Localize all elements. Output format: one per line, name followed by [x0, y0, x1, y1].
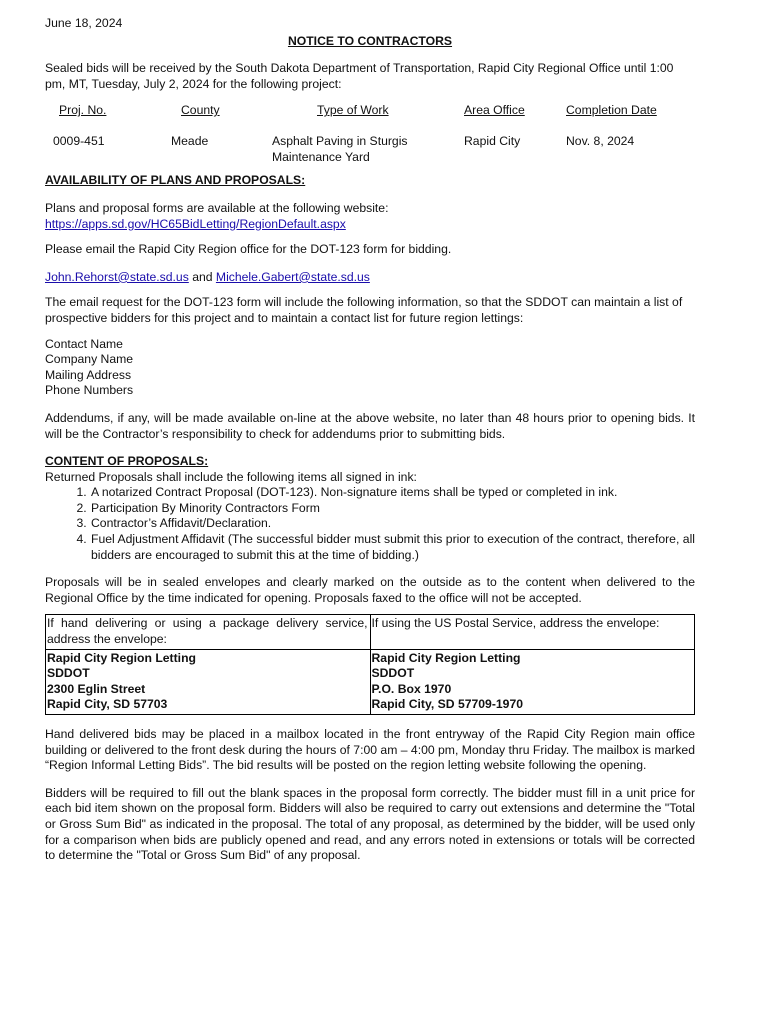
proposal-items-list — [45, 485, 695, 563]
info-item: Company Name — [45, 352, 134, 367]
email-link-gabert[interactable]: Michele.Gabert@state.sd.us — [215, 269, 370, 284]
header-type-of-work: Type of Work — [317, 103, 389, 118]
postal-instructions: If using the US Postal Service, address the envelope: — [370, 615, 695, 649]
availability-heading: AVAILABILITY OF PLANS AND PROPOSALS: — [45, 173, 306, 188]
intro-paragraph: Sealed bids will be received by the South Dakota Department of Transportation, Rapid City Regional Office until 1:00 pm, MT, Tuesday, July 2, 2024 for the following project: — [45, 61, 674, 91]
info-item: Mailing Address — [45, 367, 132, 382]
email-link-rehorst[interactable]: John.Rehorst@state.sd.us — [45, 269, 189, 284]
hand-delivered-paragraph: Hand delivered bids may be placed in a mailbox located in the front entryway of the Rapid City Region main office building or delivered to the front desk during the hours of 7:00 am – 4:00 pm, Monday thru Friday. The mailbox is marked “Region Informal Letting Bids”. The bid results will be posted on the region letting website following the opening. — [45, 727, 695, 773]
project-table — [45, 103, 695, 173]
list-item: 1. A notarized Contract Proposal (DOT-123). Non-signature items shall be typed or completed in ink. — [90, 485, 695, 501]
info-paragraph: The email request for the DOT-123 form will include the following information, so that the SDDOT can maintain a list of prospective bidders for this project and to maintain a contact list for future region lettings: — [45, 295, 683, 325]
list-item: 3. Contractor’s Affidavit/Declaration. — [90, 516, 695, 532]
list-item: 2. Participation By Minority Contractors Form — [90, 501, 695, 517]
website-link[interactable]: https://apps.sd.gov/HC65BidLetting/RegionDefault.aspx — [45, 216, 346, 231]
header-county: County — [181, 103, 220, 118]
notice-date: June 18, 2024 — [45, 16, 123, 30]
completion-date-value: Nov. 8, 2024 — [566, 134, 635, 149]
type-of-work-value — [272, 134, 408, 165]
type-of-work-line2: Maintenance Yard — [272, 149, 370, 164]
address-line: Rapid City Region Letting — [47, 650, 196, 665]
addendums-paragraph: Addendums, if any, will be made available on-line at the above website, no later than 48 hours prior to opening bids. It will be the Contractor’s responsibility to check for addendums prior to submitting bids. — [45, 410, 695, 441]
proj-no-value: 0009-451 — [53, 134, 105, 149]
address-line: P.O. Box 1970 — [371, 681, 452, 696]
document-page — [45, 16, 695, 864]
sealed-envelopes-paragraph: Proposals will be in sealed envelopes and clearly marked on the outside as to the content when delivered to the Regional Office by the time indicated for opening. Proposals faxed to the office will not be accepted. — [45, 575, 695, 605]
address-line: 2300 Eglin Street — [47, 681, 146, 696]
email-contacts — [45, 270, 695, 286]
list-item: 4. Fuel Adjustment Affidavit (The successful bidder must submit this prior to execution of the contract, therefore, all bidders are encouraged to submit this at the time of bidding.) — [90, 532, 695, 563]
hand-delivery-instructions: If hand delivering or using a package delivery service, address the envelope: — [46, 615, 371, 649]
info-item: Contact Name — [45, 336, 123, 351]
header-area-office: Area Office — [464, 103, 525, 118]
info-item: Phone Numbers — [45, 383, 134, 398]
info-list — [45, 337, 695, 399]
address-line: Rapid City, SD 57709-1970 — [371, 697, 524, 712]
email-and-text: and — [188, 269, 216, 284]
email-request-text: Please email the Rapid City Region office for the DOT-123 form for bidding. — [45, 242, 452, 257]
area-office-value: Rapid City — [464, 134, 521, 149]
address-line: SDDOT — [47, 666, 90, 681]
postal-address — [370, 649, 695, 714]
address-line: Rapid City, SD 57703 — [47, 697, 168, 712]
bidders-paragraph: Bidders will be required to fill out the blank spaces in the proposal form correctly. The bidder must fill in a unit price for each bid item shown on the proposal form. Bidders will also be required to carry out extensions and determine the "Total or Gross Sum Bid" as indicated in the proposal. The total of any proposal, as determined by the bidder, will be used only for a comparison when bids are publicly opened and read, and any errors noted in extensions or totals will be corrected to determine the "Total or Gross Sum Bid" of any proposal. — [45, 785, 695, 863]
hand-delivery-address — [46, 649, 371, 714]
county-value: Meade — [171, 134, 209, 149]
header-completion-date: Completion Date — [566, 103, 657, 118]
type-of-work-line1: Asphalt Paving in Sturgis — [272, 134, 408, 149]
address-line: Rapid City Region Letting — [371, 650, 521, 665]
address-table — [45, 614, 695, 715]
content-heading: CONTENT OF PROPOSALS: — [45, 454, 209, 469]
website-text: Plans and proposal forms are available at the following website: — [45, 200, 389, 215]
header-proj-no: Proj. No. — [59, 103, 107, 118]
content-intro: Returned Proposals shall include the following items all signed in ink: — [45, 469, 417, 484]
notice-title: NOTICE TO CONTRACTORS — [287, 33, 453, 48]
address-line: SDDOT — [371, 666, 415, 681]
